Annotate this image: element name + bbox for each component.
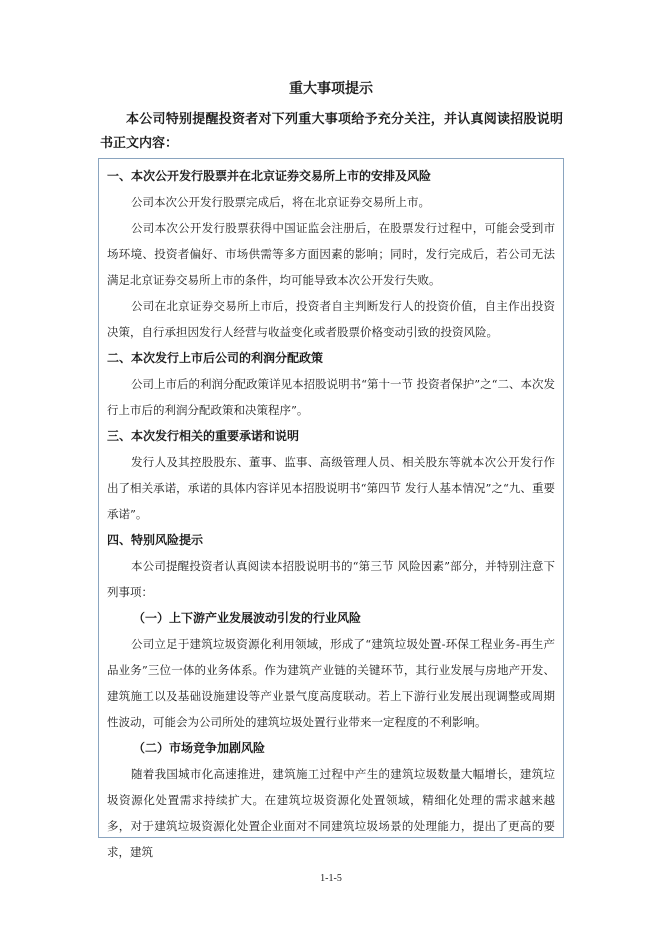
page-number: 1-1-5 — [320, 873, 342, 884]
subsection-heading: （一）上下游产业发展波动引发的行业风险 — [133, 611, 362, 625]
document-title: 重大事项提示 — [289, 81, 373, 97]
paragraph: 公司本次公开发行股票获得中国证监会注册后，在股票发行过程中，可能会受到市场环境、投资者偏好、市场供需等多方面因素的影响；同时，发行完成后，若公司无法满足北京证券交易所上市的条件，均可能导致本次公开发行失败。 — [107, 221, 555, 287]
section-heading: 一、本次公开发行股票并在北京证券交易所上市的安排及风险 — [107, 169, 432, 183]
section-heading: 四、特别风险提示 — [107, 533, 204, 547]
paragraph: 公司本次公开发行股票完成后，将在北京证券交易所上市。 — [131, 195, 430, 209]
paragraph: 公司在北京证券交易所上市后，投资者自主判断发行人的投资价值，自主作出投资决策，自行承担因发行人经营与收益变化或者股票价格变动引致的投资风险。 — [107, 299, 555, 339]
subsection-heading: （二）市场竞争加剧风险 — [133, 741, 266, 755]
paragraph: 发行人及其控股股东、董事、监事、高级管理人员、相关股东等就本次公开发行作出了相关承诺，承诺的具体内容详见本招股说明书“第四节 发行人基本情况”之“九、重要承诺”。 — [107, 455, 555, 521]
intro-paragraph: 本公司特别提醒投资者对下列重大事项给予充分关注，并认真阅读招股说明书正文内容： — [100, 112, 563, 151]
section-heading: 三、本次发行相关的重要承诺和说明 — [107, 429, 300, 443]
paragraph: 公司上市后的利润分配政策详见本招股说明书“第十一节 投资者保护”之“二、本次发行上市后的利润分配政策和决策程序”。 — [107, 377, 555, 417]
section-heading: 二、本次发行上市后公司的利润分配政策 — [107, 351, 324, 365]
paragraph: 公司立足于建筑垃圾资源化利用领域，形成了“建筑垃圾处置-环保工程业务-再生产品业务”三位一体的业务体系。作为建筑产业链的关键环节，其行业发展与房地产开发、建筑施工以及基础设施建设等产业景气度高度联动。若上下游行业发展出现调整或周期性波动，可能会为公司所处的建筑垃圾处置行业带来一定程度的不利影响。 — [107, 637, 555, 729]
notice-box — [98, 158, 564, 859]
paragraph: 随着我国城市化高速推进，建筑施工过程中产生的建筑垃圾数量大幅增长，建筑垃圾资源化处置需求持续扩大。在建筑垃圾资源化处置领域，精细化处理的需求越来越多，对于建筑垃圾资源化处置企业面对不同建筑垃圾场景的处理能力，提出了更高的要求，建筑 — [107, 767, 555, 859]
paragraph: 本公司提醒投资者认真阅读本招股说明书的“第三节 风险因素”部分，并特别注意下列事项： — [107, 559, 555, 599]
